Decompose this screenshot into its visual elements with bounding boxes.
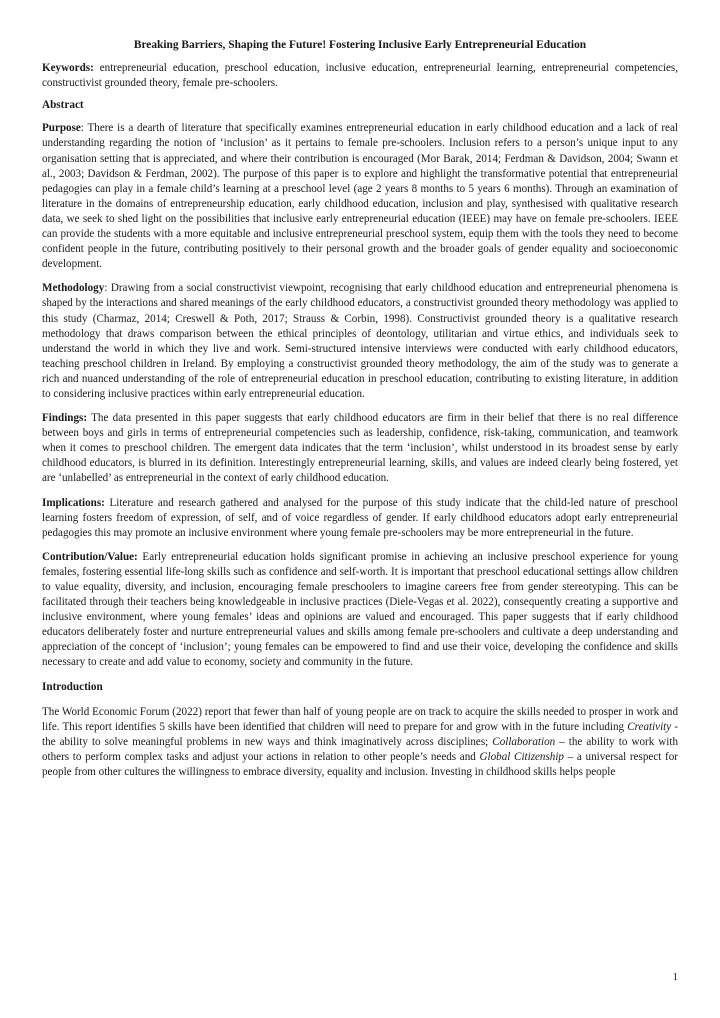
introduction-text-2: - the ability to solve meaningful problems in new ways and think imaginatively across disciplines; — [42, 720, 679, 748]
methodology-text: : Drawing from a social constructivist viewpoint, recognising that early childhood education and entrepreneurial phenomena is shaped by the interactions and shared meanings of the early childhood educators, a constructivist grounded theory methodology was applied to this study (Charmaz, 2014; Creswell & Poth, 2017; Strauss & Corbin, 1998). Constructivist grounded theory is a qualitative research methodology that draws comparison between the ethical principles of deontology, utilitarian and virtue ethics, and individuals seek to understand the world in which they live and work. Semi-structured intensive interviews were conducted with early childhood educators, teaching preschool children in Ireland. By employing a constructivist grounded theory methodology, the aim of the study was to generate a rich and nuanced understanding of the role of entrepreneurial education in preschool education, contributing to existing literature, in addition to considering inclusive practices within early entrepreneurial education. — [42, 282, 678, 400]
purpose-paragraph — [42, 121, 678, 272]
collaboration-term: Collaboration — [492, 735, 556, 748]
findings-label: Findings: — [42, 412, 88, 425]
contribution-text: Early entrepreneurial education holds significant promise in achieving an inclusive preschool experience for young females, fostering essential life-long skills such as confidence and self-worth. It is important that preschool educational settings allow children to value equality, diversity, and inclusion, encouraging female preschoolers to imagine careers free from gender stereotyping. This can be facilitated through their teachers being knowledgeable in inclusive practices (Diele-Vegas et al. 2022), consequently creating a supportive and inclusive environment, where young females’ ideas and opinions are valued and encouraged. This paper suggests that if early childhood educators deliberately foster and nurture entrepreneurial values and skills among female pre-schoolers and cultivate a deep understanding and appreciation of the concept of ‘inclusion’; young females can be empowered to find and use their voice, developing the confidence and skills necessary to create and add value to economy, society and community in the future. — [42, 550, 678, 669]
global-citizenship-term: Global Citizenship — [479, 750, 564, 763]
keywords-text: entrepreneurial education, preschool education, inclusive education, entrepreneurial learning, entrepreneurial competencies, constructivist grounded theory, female pre-schoolers. — [42, 62, 678, 90]
keywords-paragraph — [42, 61, 678, 91]
implications-label: Implications: — [42, 496, 105, 509]
creativity-term: Creativity — [627, 720, 672, 733]
introduction-heading: Introduction — [42, 680, 103, 693]
methodology-label: Methodology — [42, 282, 105, 295]
contribution-paragraph — [42, 550, 678, 671]
implications-paragraph — [42, 496, 678, 541]
page-number: 1 — [672, 971, 678, 983]
introduction-text-4: – a universal respect for people from other cultures the willingness to embrace diversity, equality and inclusion. Investing in childhood skills helps people — [42, 750, 678, 779]
paper-title: Breaking Barriers, Shaping the Future! Fostering Inclusive Early Entrepreneurial Education — [133, 39, 587, 51]
keywords-label: Keywords: — [42, 62, 94, 75]
implications-text: Literature and research gathered and analysed for the purpose of this study indicate that the child-led nature of preschool learning fosters freedom of expression, of self, and of voice regardless of gender. If early childhood educators adopt early entrepreneurial pedagogies this may promote an inclusive environment where young female pre-schoolers may be more entrepreneurial in the future. — [42, 496, 678, 539]
introduction-paragraph — [42, 705, 678, 780]
purpose-label: Purpose — [42, 122, 81, 135]
abstract-heading: Abstract — [42, 99, 84, 112]
findings-paragraph — [42, 411, 678, 486]
methodology-paragraph — [42, 281, 678, 402]
purpose-text: : There is a dearth of literature that specifically examines entrepreneurial education in early childhood education and a lack of real understanding regarding the notion of ‘inclusion’ as it pertains to female pre-schoolers. Inclusion refers to a person’s unique input to any organisation setting that is appreciated, and where their contribution is encouraged (Mor Barak, 2014; Ferdman & Davidson, 2004; Swann et al., 2003; Davidson & Ferdman, 2002). The purpose of this paper is to explore and highlight the transformative potential that entrepreneurial pedagogies can play in a female child’s learning at a preschool level (age 2 years 8 months to 5 years 6 months). Through an examination of literature in the domains of entrepreneurship education, early childhood education, inclusion and play, synthesised with qualitative research data, we seek to shed light on the possibilities that inclusive early entrepreneurial education (IEEE) may have on female pre-schoolers. IEEE can provide the students with a more equitable and inclusive entrepreneurial preschool system, equip them with the tools they need to become confident people in the future, contributing positively to their personal growth and the broader goals of gender equality and socioeconomic development. — [42, 122, 678, 271]
findings-text: The data presented in this paper suggests that early childhood educators are firm in their belief that there is no real difference between boys and girls in terms of entrepreneurial competencies such as leadership, confidence, risk-taking, communication, and teamwork when it comes to preschool children. The emergent data indicates that the term ‘inclusion’, whilst understood in its broadest sense by early childhood educators, is blurred in its definition. Interestingly entrepreneurial learning, skills, and values are indeed clearly being fostered, yet are ‘unlabelled’ as entrepreneurial in the context of early childhood education. — [42, 412, 678, 485]
introduction-text-3: – the ability to work with others to perform complex tasks and adjust your actions in relation to other people’s needs and — [42, 735, 678, 763]
introduction-text-1: The World Economic Forum (2022) report that fewer than half of young people are on track to acquire the skills needed to prosper in work and life. This report identifies 5 skills have been identified that children will need to prepare for and grow with in the future including — [42, 705, 678, 733]
contribution-label: Contribution/Value: — [42, 550, 138, 563]
